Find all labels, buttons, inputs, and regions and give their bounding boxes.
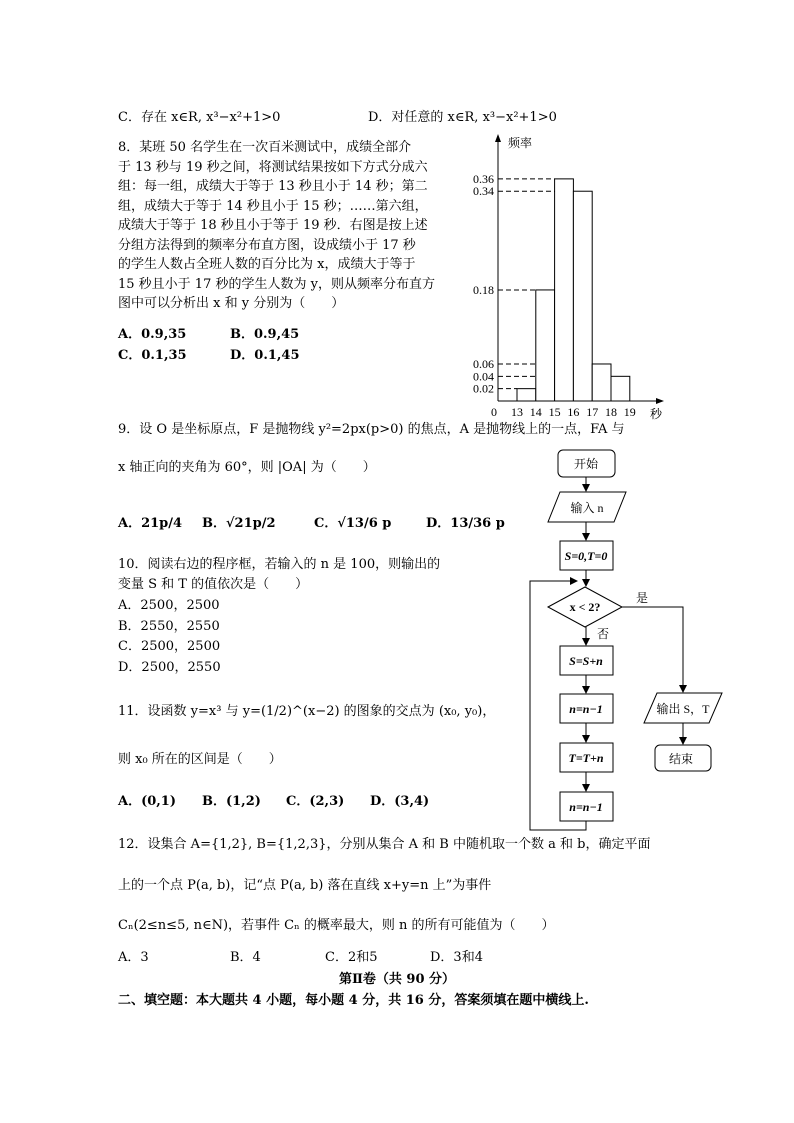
x-tick-label: 15 bbox=[548, 405, 561, 419]
q8-line: 成绩大于等于 18 秒且小于等于 19 秒．右图是按上述 bbox=[118, 218, 428, 233]
q10-option-a: A．2500，2500 bbox=[118, 598, 220, 613]
q8-line: 于 13 秒与 19 秒之间，将测试结果按如下方式分成六 bbox=[118, 159, 428, 175]
q11-option-c: C．(2,3) bbox=[286, 794, 345, 809]
q8-line: 的学生人数占全班人数的百分比为 x，成绩大于等于 bbox=[118, 257, 416, 272]
q8-line: 分组方法得到的频率分布直方图，设成绩小于 17 秒 bbox=[118, 237, 416, 253]
q8-option-c: C．0.1,35 bbox=[118, 348, 187, 363]
q8-option-b: B．0.9,45 bbox=[230, 327, 300, 342]
condition-label: x < 2? bbox=[569, 600, 601, 614]
q11-line1: 11．设函数 y=x³ 与 y=(1/2)^(x−2) 的图象的交点为 (x₀, y₀)， bbox=[118, 704, 496, 719]
q8-line: 组：每一组，成绩大于等于 13 秒且小于 14 秒；第二 bbox=[118, 179, 428, 194]
q11-option-a: A．(0,1) bbox=[118, 794, 177, 809]
init-label: S=0,T=0 bbox=[564, 549, 608, 563]
s-plus-n-label: S=S+n bbox=[569, 654, 603, 668]
q10-line1: 10．阅读右边的程序框，若输入的 n 是 100，则输出的 bbox=[118, 557, 441, 572]
q10-option-c: C．2500，2500 bbox=[118, 639, 221, 654]
q10-option-d: D．2500，2550 bbox=[118, 660, 221, 675]
q9-line1: 9．设 O 是坐标原点，F 是抛物线 y²=2px(p>0) 的焦点，A 是抛物线上的一点，FA 与 bbox=[118, 422, 625, 437]
q9-option-d: D．13/36 p bbox=[426, 516, 505, 531]
q11-option-d: D．(3,4) bbox=[370, 794, 430, 809]
q10-option-b: B．2550，2550 bbox=[118, 619, 220, 634]
x-tick-label: 18 bbox=[605, 405, 617, 419]
q8-line: 15 秒且小于 17 秒的学生人数为 y，则从频率分布直方 bbox=[118, 276, 435, 292]
x-tick-label: 13 bbox=[511, 405, 523, 419]
n-minus-1-label: n=n−1 bbox=[569, 702, 603, 716]
q10-line2: 变量 S 和 T 的值依次是（ ） bbox=[118, 577, 309, 592]
q8-line: 组，成绩大于等于 14 秒且小于 15 秒；……第六组， bbox=[118, 198, 428, 214]
t-plus-n-label: T=T+n bbox=[568, 751, 604, 765]
q9-line2: x 轴正向的夹角为 60°，则 |OA| 为（ ） bbox=[118, 460, 376, 475]
end-label: 结束 bbox=[668, 752, 694, 766]
q12-option-d: D．3和4 bbox=[430, 950, 483, 965]
output-label: 输出 S，T bbox=[656, 702, 710, 716]
q8-option-a: A．0.9,35 bbox=[118, 327, 187, 342]
q7-option-c: C．存在 x∈R, x³−x²+1>0 bbox=[118, 110, 281, 125]
part-2-title: 第Ⅱ卷（共 90 分） bbox=[338, 972, 456, 987]
no-label: 否 bbox=[597, 627, 610, 641]
y-tick-label: 0.04 bbox=[473, 369, 494, 384]
q7-option-d: D．对任意的 x∈R, x³−x²+1>0 bbox=[368, 110, 557, 125]
q12-option-a: A．3 bbox=[118, 950, 149, 965]
y-tick-label: 0.36 bbox=[473, 171, 494, 186]
x-tick-label: 17 bbox=[586, 405, 599, 419]
y-tick-label: 0.02 bbox=[473, 381, 494, 396]
y-tick-label: 0.18 bbox=[473, 282, 494, 297]
x-tick-label: 14 bbox=[529, 405, 542, 419]
q12-line3: Cₙ(2≤n≤5, n∈N)，若事件 Cₙ 的概率最大，则 n 的所有可能值为（ ） bbox=[118, 918, 555, 933]
q8-line: 图中可以分析出 x 和 y 分别为（ ） bbox=[118, 296, 345, 311]
x-axis-label: 秒 bbox=[650, 407, 663, 421]
q8-line: 8．某班 50 名学生在一次百米测试中，成绩全部介 bbox=[118, 140, 412, 155]
yes-label: 是 bbox=[636, 591, 649, 605]
n-minus-1-label-2: n=n−1 bbox=[569, 800, 603, 814]
q9-option-b: B．√21p/2 bbox=[202, 516, 276, 531]
x-tick-label: 19 bbox=[623, 405, 636, 419]
q12-line2: 上的一个点 P(a, b)，记“点 P(a, b) 落在直线 x+y=n 上”为事件 bbox=[118, 878, 492, 893]
y-tick-label: 0.06 bbox=[473, 356, 494, 371]
q11-option-b: B．(1,2) bbox=[202, 794, 261, 809]
start-label: 开始 bbox=[573, 457, 599, 471]
input-label: 输入 n bbox=[570, 501, 604, 515]
y-tick-label: 0.34 bbox=[473, 184, 494, 199]
q12-line1: 12．设集合 A={1,2}, B={1,2,3}，分别从集合 A 和 B 中随机取一个数 a 和 b，确定平面 bbox=[118, 837, 651, 852]
x-tick-label: 16 bbox=[567, 405, 580, 419]
q8-option-d: D．0.1,45 bbox=[230, 348, 300, 363]
section-heading: 二、填空题：本大题共 4 小题，每小题 4 分，共 16 分，答案须填在题中横线上. bbox=[118, 993, 589, 1008]
q11-line2: 则 x₀ 所在的区间是（ ） bbox=[118, 752, 282, 767]
q12-option-c: C．2和5 bbox=[325, 950, 378, 965]
q9-option-a: A．21p/4 bbox=[118, 516, 183, 531]
y-axis-label: 频率 bbox=[508, 136, 533, 150]
q9-option-c: C．√13/6 p bbox=[314, 516, 392, 531]
x-tick-label: 0 bbox=[491, 405, 497, 419]
q12-option-b: B．4 bbox=[230, 950, 261, 965]
